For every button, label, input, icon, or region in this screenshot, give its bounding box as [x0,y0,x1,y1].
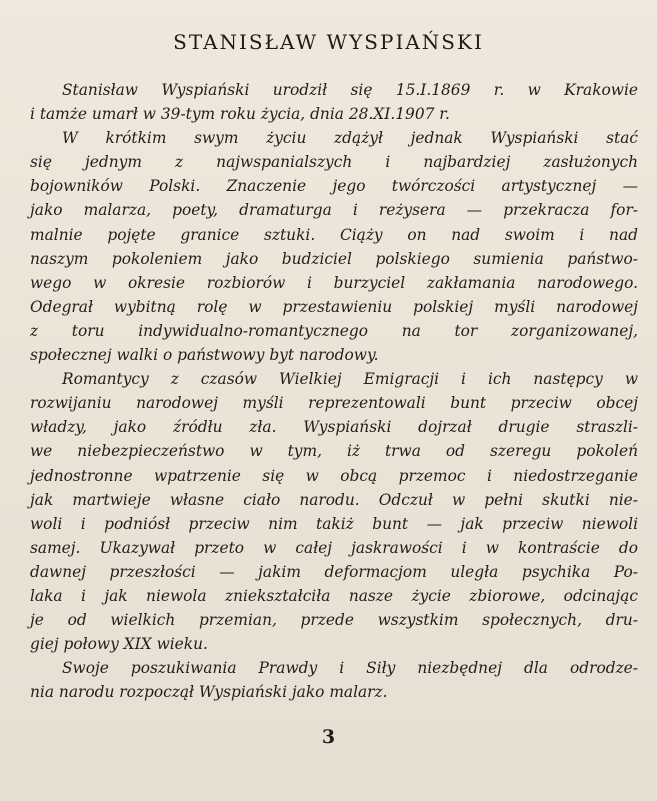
text-line: społecznej walki o państwowy byt narodowy. [30,346,379,365]
text-line: jednostronne wpatrzenie się w obcą przemoc i niedostrzeganie [30,466,638,485]
text-line: we niebezpieczeństwo w tym, iż trwa od szeregu pokoleń [30,442,638,461]
text-line: W krótkim swym życiu zdążył jednak Wyspiański stać [62,129,638,148]
text-line: się jednym z najwspanialszych i najbardziej zasłużonych [30,153,638,172]
text-line: Romantycy z czasów Wielkiej Emigracji i ich następcy w [62,370,638,389]
text-line: malnie pojęte granice sztuki. Ciąży on nad swoim i nad [30,225,638,244]
page-title: STANISŁAW WYSPIAŃSKI [173,30,484,54]
text-line: jako malarza, poety, dramaturga i reżysera — przekracza for- [30,201,638,220]
text-line: giej połowy XIX wieku. [30,635,208,654]
text-line: woli i podniósł przeciw nim takiż bunt — jak przeciw niewoli [30,514,638,533]
text-line: laka i jak niewola zniekształciła nasze życie zbiorowe, odcinając [30,586,638,605]
text-line: dawnej przeszłości — jakim deformacjom uległa psychika Po- [30,562,638,581]
text-line: Stanisław Wyspiański urodził się 15.I.1869 r. w Krakowie [62,81,638,99]
text-line: i tamże umarł w 39-tym roku życia, dnia 28.XI.1907 r. [30,105,450,124]
text-line: nia narodu rozpoczął Wyspiański jako malarz. [30,683,388,702]
text-line: bojowników Polski. Znaczenie jego twórczości artystycznej — [30,177,638,196]
text-line: Swoje poszukiwania Prawdy i Siły niezbędnej dla odrodze- [62,659,638,678]
text-line: władzy, jako źródłu zła. Wyspiański dojrzał drugie straszli- [30,418,638,437]
text-line: z toru indywidualno-romantycznego na tor zorganizowanej, [30,321,638,340]
text-line: naszym pokoleniem jako budziciel polskiego sumienia państwo- [30,249,638,268]
text-line: jak martwieje własne ciało narodu. Odczuł w pełni skutki nie- [30,490,638,509]
text-line: samej. Ukazywał przeto w całej jaskrawości i w kontraście do [30,538,638,557]
text-line: wego w okresie rozbiorów i burzyciel zakłamania narodowego. [30,273,638,292]
text-line: rozwijaniu narodowej myśli reprezentowali bunt przeciw obcej [30,394,638,413]
text-line: je od wielkich przemian, przede wszystkim społecznych, dru- [30,611,638,630]
body-text [30,78,638,704]
page-number: 3 [321,726,336,748]
text-line: Odegrał wybitną rolę w przestawieniu polskiej myśli narodowej [30,297,638,316]
